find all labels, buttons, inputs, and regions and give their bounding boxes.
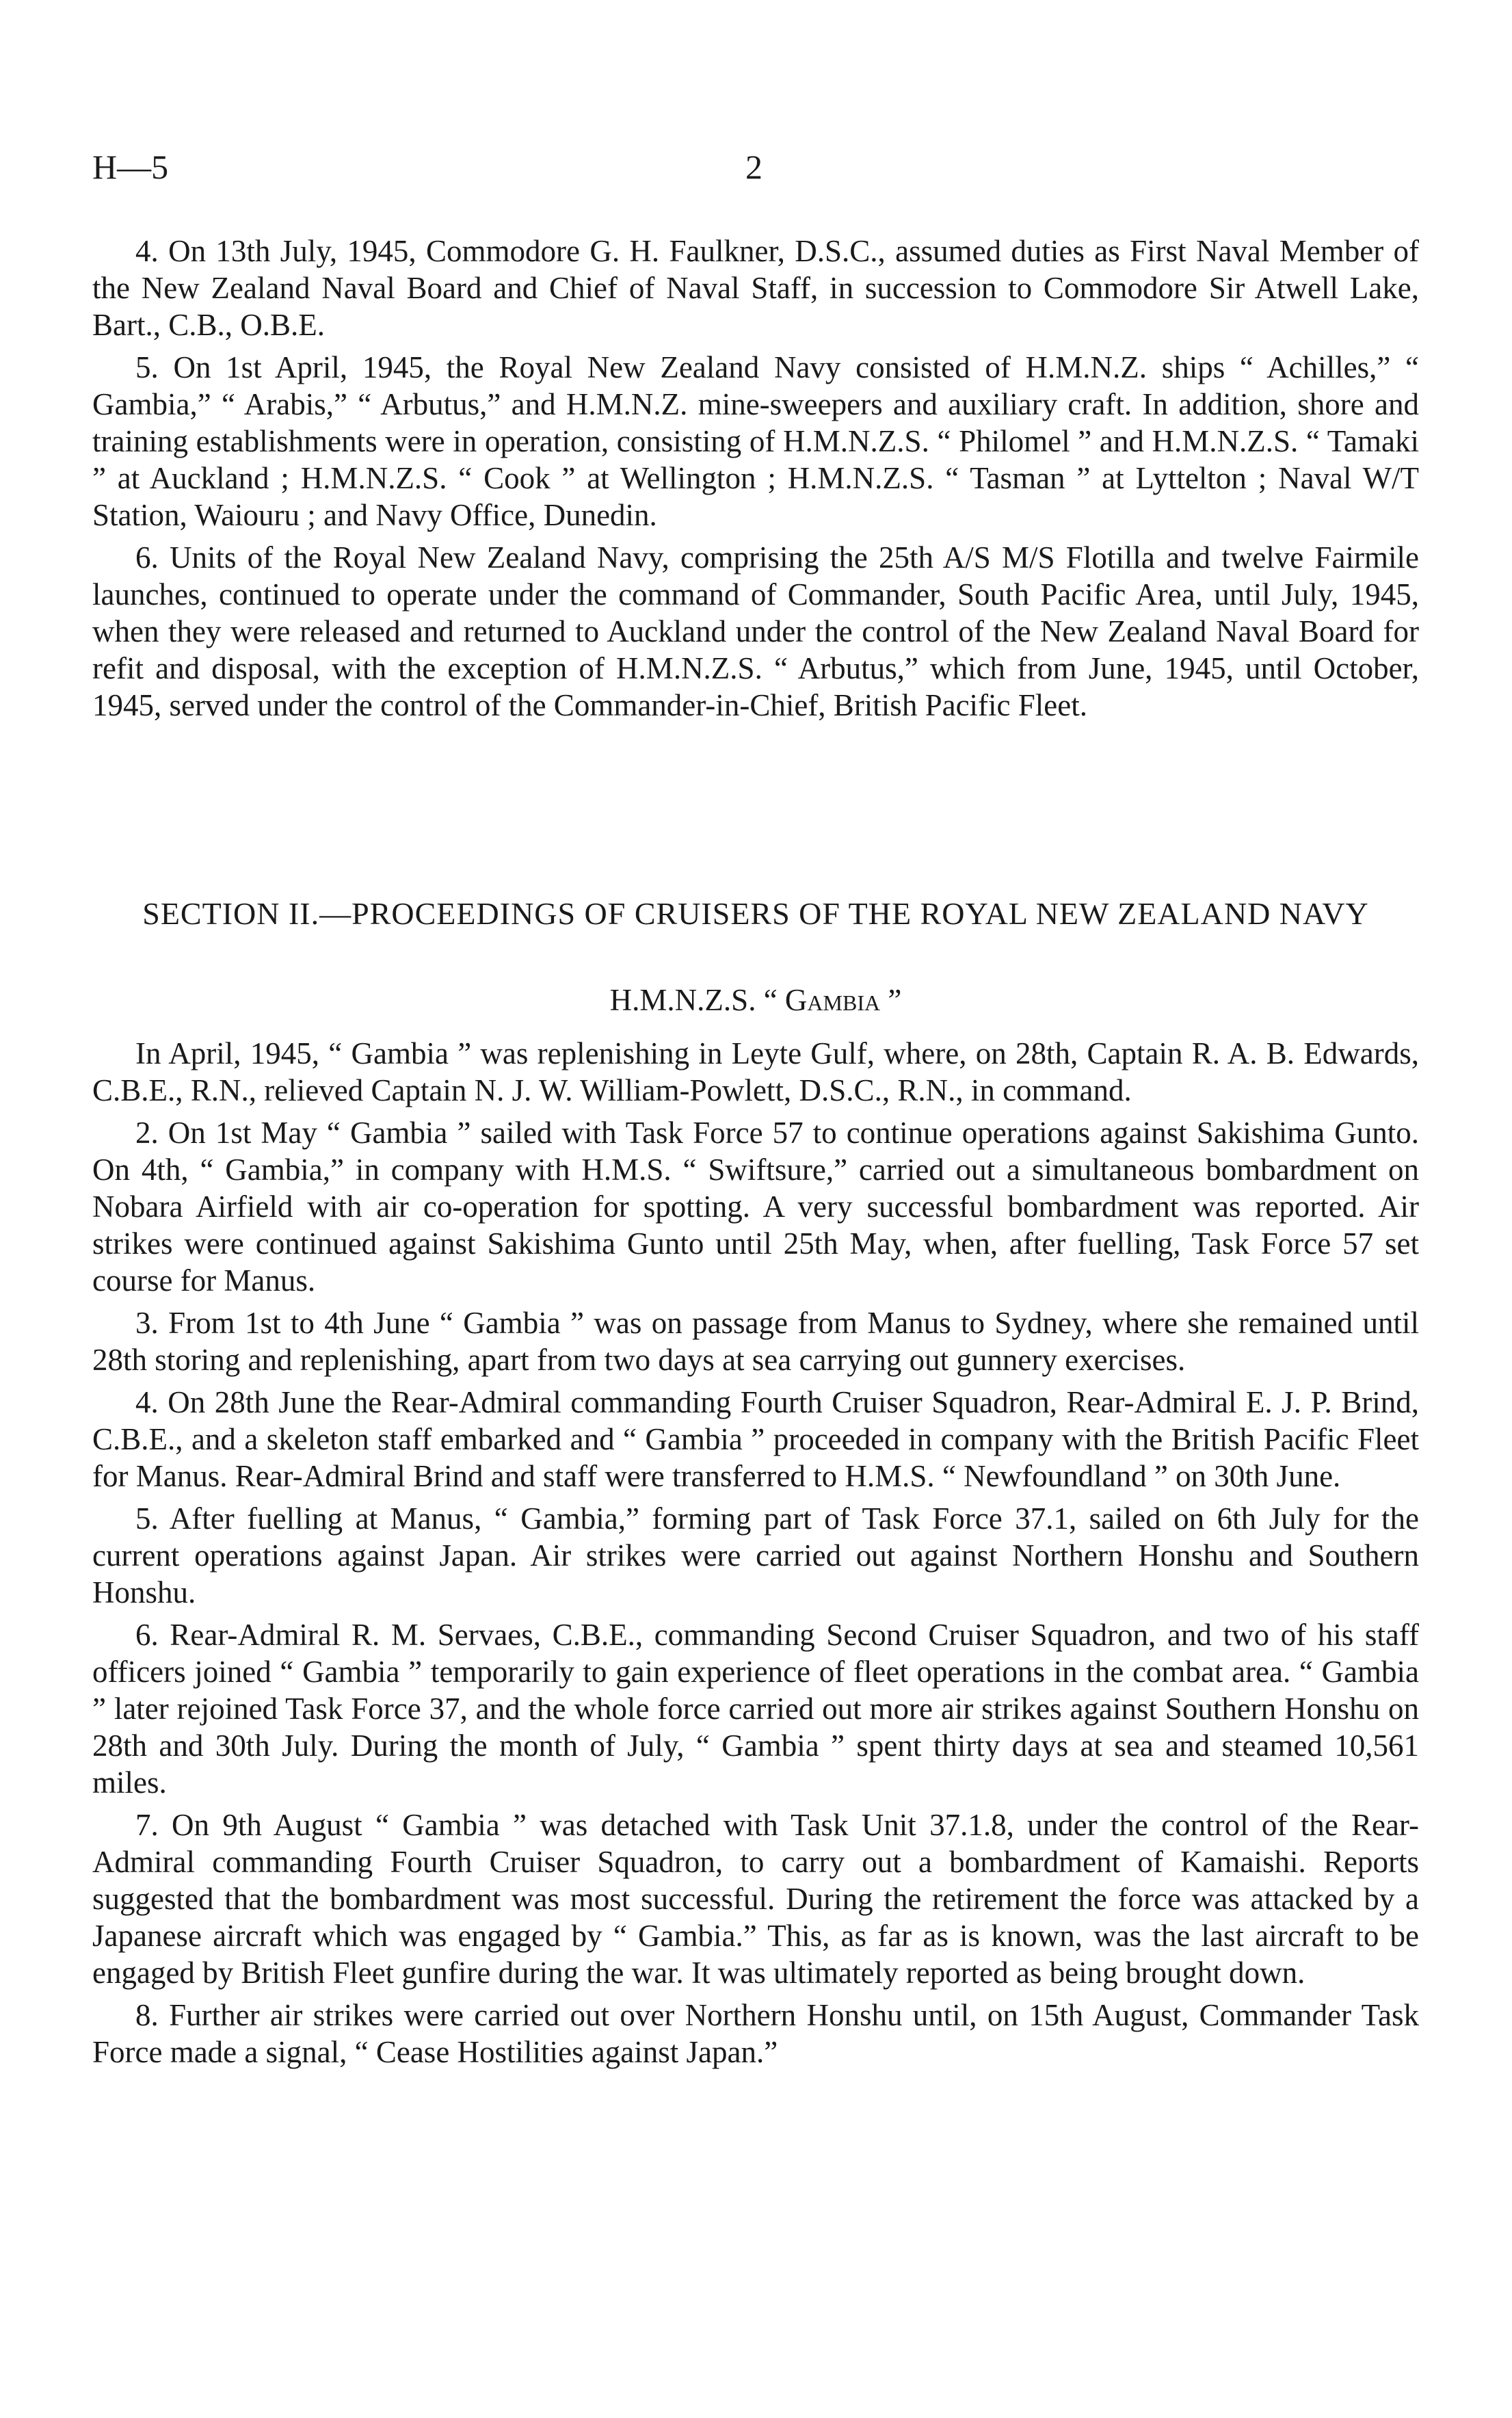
- paragraph-gambia-7: 7. On 9th August “ Gambia ” was detached with Task Unit 37.1.8, under the control of the Rear-Admiral commanding Fourth Cruiser Squadron, to carry out a bombardment of Kamaishi. Reports suggested that the bombardment was most successful. During the retirement the force was attacked by a Japanese aircraft which was engaged by “ Gambia.” This, as far as is known, was the last aircraft to be engaged by British Fleet gunfire during the war. It was ultimately reported as being brought down.: [92, 1808, 1419, 1990]
- section-heading: SECTION II.—PROCEEDINGS OF CRUISERS OF THE ROYAL NEW ZEALAND NAVY: [142, 896, 1369, 931]
- page-number: 2: [745, 148, 762, 186]
- running-header: [92, 147, 1419, 188]
- ship-heading-suffix: ”: [880, 983, 902, 1017]
- paragraph-gambia-3: 3. From 1st to 4th June “ Gambia ” was on passage from Manus to Sydney, where she remained until 28th storing and replenishing, apart from two days at sea carrying out gunnery exercises.: [92, 1306, 1419, 1377]
- intro-section: [92, 233, 1419, 729]
- paragraph-gambia-1: In April, 1945, “ Gambia ” was replenishing in Leyte Gulf, where, on 28th, Captain R. A. B. Edwards, C.B.E., R.N., relieved Captain N. J. W. William-Powlett, D.S.C., R.N., in command.: [92, 1036, 1419, 1107]
- paragraph-gambia-4: 4. On 28th June the Rear-Admiral commanding Fourth Cruiser Squadron, Rear-Admiral E. J. P. Brind, C.B.E., and a skeleton staff embarked and “ Gambia ” proceeded in company with the British Pacific Fleet for Manus. Rear-Admiral Brind and staff were transferred to H.M.S. “ Newfoundland ” on 30th June.: [92, 1385, 1419, 1493]
- paragraph-intro-5: 5. On 1st April, 1945, the Royal New Zealand Navy consisted of H.M.N.Z. ships “ Achilles,” “ Gambia,” “ Arabis,” “ Arbutus,” and H.M.N.Z. mine-sweepers and auxiliary craft. In addition, shore and training establishments were in operation, consisting of H.M.N.Z.S. “ Philomel ” and H.M.N.Z.S. “ Tamaki ” at Auckland ; H.M.N.Z.S. “ Cook ” at Wellington ; H.M.N.Z.S. “ Tasman ” at Lyttelton ; Naval W/T Station, Waiouru ; and Navy Office, Dunedin.: [92, 350, 1419, 532]
- document-reference: H—5: [92, 148, 169, 186]
- ship-heading-name: Gambia: [784, 983, 881, 1017]
- ship-heading: [92, 981, 1419, 1019]
- paragraph-gambia-8: 8. Further air strikes were carried out over Northern Honshu until, on 15th August, Commander Task Force made a signal, “ Cease Hostilities against Japan.”: [92, 1998, 1419, 2069]
- ship-heading-prefix: H.M.N.Z.S. “: [609, 983, 785, 1017]
- paragraph-gambia-5: 5. After fuelling at Manus, “ Gambia,” forming part of Task Force 37.1, sailed on 6th July for the current operations against Japan. Air strikes were carried out against Northern Honshu and Southern Honshu.: [92, 1501, 1419, 1609]
- paragraph-gambia-2: 2. On 1st May “ Gambia ” sailed with Task Force 57 to continue operations against Sakishima Gunto. On 4th, “ Gambia,” in company with H.M.S. “ Swiftsure,” carried out a simultaneous bombardment on Nobara Airfield with air co-operation for spotting. A very successful bombardment was reported. Air strikes were continued against Sakishima Gunto until 25th May, when, after fuelling, Task Force 57 set course for Manus.: [92, 1116, 1419, 1298]
- paragraph-intro-6: 6. Units of the Royal New Zealand Navy, comprising the 25th A/S M/S Flotilla and twelve Fairmile launches, continued to operate under the command of Commander, South Pacific Area, until July, 1945, when they were released and returned to Auckland under the control of the New Zealand Naval Board for refit and disposal, with the exception of H.M.N.Z.S. “ Arbutus,” which from June, 1945, until October, 1945, served under the control of the Commander-in-Chief, British Pacific Fleet.: [92, 540, 1419, 722]
- gambia-section: [92, 1035, 1419, 2076]
- paragraph-intro-4: 4. On 13th July, 1945, Commodore G. H. Faulkner, D.S.C., assumed duties as First Naval Member of the New Zealand Naval Board and Chief of Naval Staff, in succession to Commodore Sir Atwell Lake, Bart., C.B., O.B.E.: [92, 234, 1419, 342]
- paragraph-gambia-6: 6. Rear-Admiral R. M. Servaes, C.B.E., commanding Second Cruiser Squadron, and two of his staff officers joined “ Gambia ” temporarily to gain experience of fleet operations in the combat area. “ Gambia ” later rejoined Task Force 37, and the whole force carried out more air strikes against Southern Honshu on 28th and 30th July. During the month of July, “ Gambia ” spent thirty days at sea and steamed 10,561 miles.: [92, 1618, 1419, 1800]
